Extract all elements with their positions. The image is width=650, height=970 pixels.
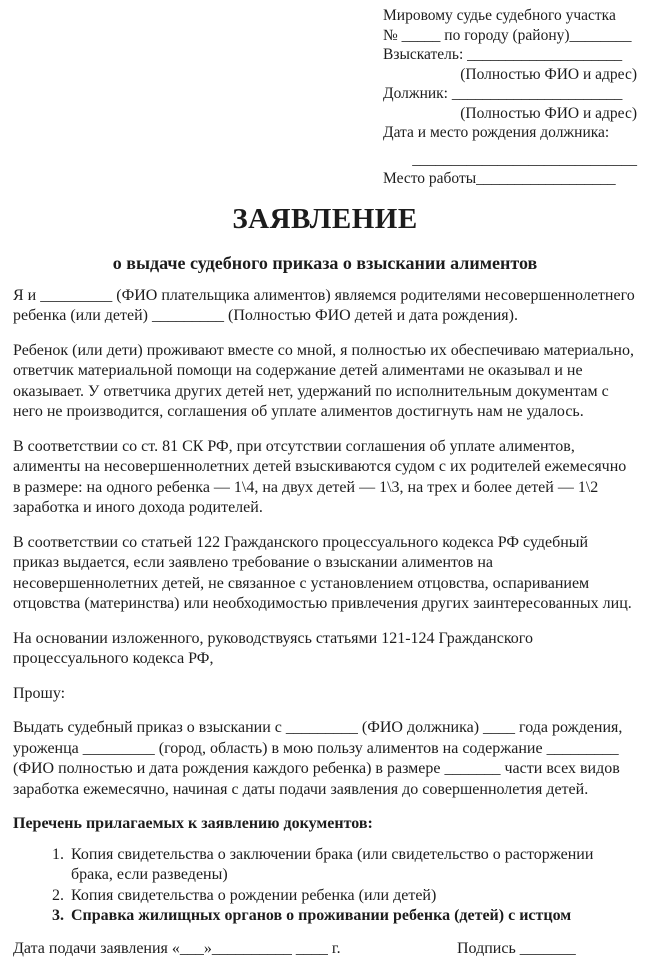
document-title: ЗАЯВЛЕНИЕ: [232, 202, 418, 235]
header-debtor-hint: (Полностью ФИО и адрес): [460, 104, 637, 122]
header-court-number: № _____ по городу (району)________: [383, 26, 632, 44]
paragraph-request-body: Выдать судебный приказ о взыскании с _________ (ФИО должника) ____ года рождения, уроженца _________ (город, область) в мою пользу алиментов на содержание _________ (ФИО полностью и дата рождения каждого ребенка) в размере _______ части всех видов заработка ежемесячно, начиная с даты подачи заявления до совершеннолетия детей.: [13, 719, 623, 798]
header-court-name: Мировому судье судебного участка: [383, 7, 616, 24]
header-debtor-birth-label: Дата и место рождения должника:: [383, 124, 610, 141]
attachments-heading: Перечень прилагаемых к заявлению документов:: [13, 815, 373, 832]
attachment-item-birth-certificate: 2. Копия свидетельства о рождении ребенка (или детей): [68, 886, 637, 907]
paragraph-living-situation: Ребенок (или дети) проживают вместе со мной, я полностью их обеспечиваю материально, ответчик материальной помощи на содержание детей алиментами не оказывал и не оказывает. У ответчика других детей нет, удержаний по исполнительным документам с него не производится, соглашения об уплате алиментов достигнуть нам не удалось.: [13, 341, 634, 420]
paragraph-legal-basis: На основании изложенного, руководствуясь статьями 121-124 Гражданского процессуального кодекса РФ,: [13, 629, 533, 667]
signature-line: Подпись _______: [457, 939, 576, 957]
header-claimant-hint: (Полностью ФИО и адрес): [460, 65, 637, 83]
paragraph-article-122: В соответствии со статьей 122 Гражданского процессуального кодекса РФ судебный приказ выдается, если заявлено требование о взыскании алиментов на несовершеннолетних детей, не связанное с установлением отцовства, оспариванием отцовства (материнства) или необходимостью привлечения других заинтересованных лиц.: [13, 533, 632, 612]
document-subtitle: о выдаче судебного приказа о взыскании алиментов: [112, 252, 538, 273]
paragraph-parents: Я и _________ (ФИО плательщика алиментов) являемся родителями несовершеннолетнего ребенка (или детей) _________ (Полностью ФИО детей и дата рождения).: [13, 286, 635, 324]
header-workplace-line: Место работы__________________: [383, 170, 616, 187]
filing-date-line: Дата подачи заявления «___»__________ ____ г.: [13, 939, 341, 957]
attachment-item-marriage-certificate: 1. Копия свидетельства о заключении брака (или свидетельство о расторжении брака, если разведены): [68, 845, 637, 886]
header-claimant-line: Взыскатель: ____________________: [383, 46, 623, 63]
footer: [13, 939, 637, 960]
header-debtor-line: Должник: ______________________: [383, 85, 623, 102]
court-header-block: [383, 6, 637, 189]
paragraph-request-intro: Прошу:: [13, 684, 66, 702]
header-debtor-birth-blank: _____________________________: [412, 150, 637, 168]
paragraph-article-81: В соответствии со ст. 81 СК РФ, при отсутствии соглашения об уплате алиментов, алименты на несовершеннолетних детей взыскиваются судом с их родителей ежемесячно в размере: на одного ребенка — 1\4, на двух детей — 1\3, на трех и более детей — 1\2 заработка и иного дохода родителей.: [13, 437, 627, 516]
attachments-list: [13, 845, 637, 927]
attachment-item-housing-certificate: 3. Справка жилищных органов о проживании ребенка (детей) с истцом: [68, 906, 637, 927]
